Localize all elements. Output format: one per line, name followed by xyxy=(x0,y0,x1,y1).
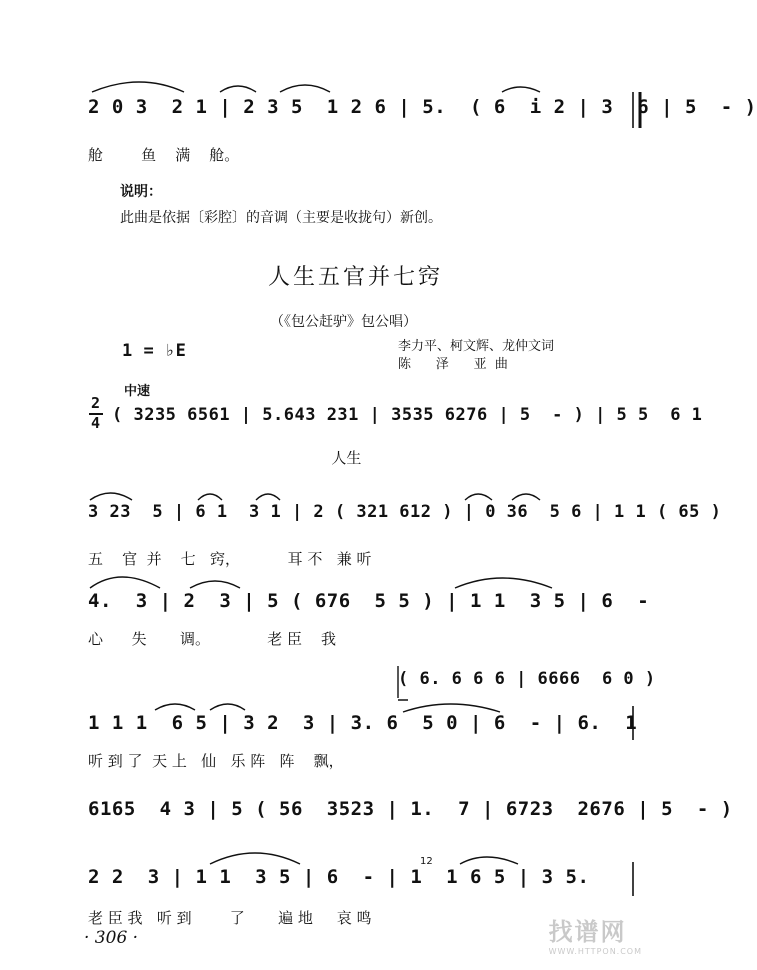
lyrics-line-6: 老 臣 我 听 到 了 遍 地 哀 鸣 xyxy=(88,909,372,927)
time-signature-top: 2 xyxy=(91,394,101,412)
slur xyxy=(502,87,540,92)
score-line-1: ( 3235 6561 | 5.643 231 | 3535 6276 | 5 - ) | 5 5 6 1 xyxy=(112,405,703,425)
watermark-main: 找谱网 xyxy=(548,918,627,946)
song-title: 人生五官并七窍 xyxy=(268,265,444,290)
slur xyxy=(92,82,184,92)
slur xyxy=(220,86,256,92)
slur xyxy=(210,853,300,864)
time-signature-bottom: 4 xyxy=(91,414,101,432)
page-number: · 306 · xyxy=(84,928,139,948)
grace-note-label: 12 xyxy=(420,856,433,867)
slur xyxy=(190,581,240,588)
top-score-notes: 2 0 3 2 1 | 2 3 5 1 2 6 | 5. ( 6 i 2 | 3 6 | 5 - ) xyxy=(88,96,757,118)
lyrics-line-3: 心 失 调。 老 臣 我 xyxy=(88,630,337,648)
lyrics-line-4: 听 到 了 天 上 仙 乐 阵 阵 飘， xyxy=(88,752,344,770)
tempo-marking: 中速 xyxy=(124,384,151,399)
slur xyxy=(90,577,160,588)
lyricist-credit: 李力平、柯文辉、龙仲文词 xyxy=(398,339,555,354)
top-score-lyrics: 舱 鱼 满 舱。 xyxy=(88,146,240,164)
lyrics-line-2: 五 官 并 七 窍， 耳 不 兼 听 xyxy=(88,550,372,568)
overlay-notes: ( 6. 6 6 6 | 6666 6 0 ) xyxy=(398,669,656,689)
overlay-bracket xyxy=(398,666,408,700)
slur xyxy=(90,493,132,500)
explanation-heading: 说明： xyxy=(120,184,162,200)
lyrics-line-1: 人生 xyxy=(112,449,362,467)
slur xyxy=(256,494,280,500)
slur xyxy=(198,494,222,500)
song-subtitle: （《包公赶驴》包公唱） xyxy=(270,314,417,330)
score-line-3: 4. 3 | 2 3 | 5 ( 676 5 5 ) | 1 1 3 5 | 6 - xyxy=(88,590,650,612)
slur xyxy=(455,578,552,588)
slur xyxy=(512,494,540,500)
slur xyxy=(465,494,492,500)
score-line-2: 3 23 5 | 6 1 3 1 | 2 ( 321 612 ) | 0 36 5 6 | 1 1 ( 65 ) xyxy=(88,502,722,522)
explanation-text: 此曲是依据〔彩腔〕的音调（主要是收拢句）新创。 xyxy=(120,210,442,226)
slur xyxy=(403,704,500,712)
key-signature: 1 = ♭E xyxy=(122,341,187,361)
score-line-5: 6165 4 3 | 5 ( 56 3523 | 1. 7 | 6723 2676 | 5 - ) xyxy=(88,798,733,820)
score-line-6: 2 2 3 | 1 1 3 5 | 6 - | 1 1 6 5 | 3 5. xyxy=(88,866,590,888)
slur xyxy=(280,85,330,92)
slur xyxy=(155,704,195,710)
slur xyxy=(210,704,245,710)
score-line-4: 1 1 1 6 5 | 3 2 3 | 3. 6 5 0 | 6 - | 6. 1 xyxy=(88,712,638,734)
composer-credit: 陈 泽 亚 曲 xyxy=(398,357,508,372)
watermark-url: WWW.HTTPON.COM xyxy=(548,947,642,956)
slur xyxy=(460,857,518,864)
